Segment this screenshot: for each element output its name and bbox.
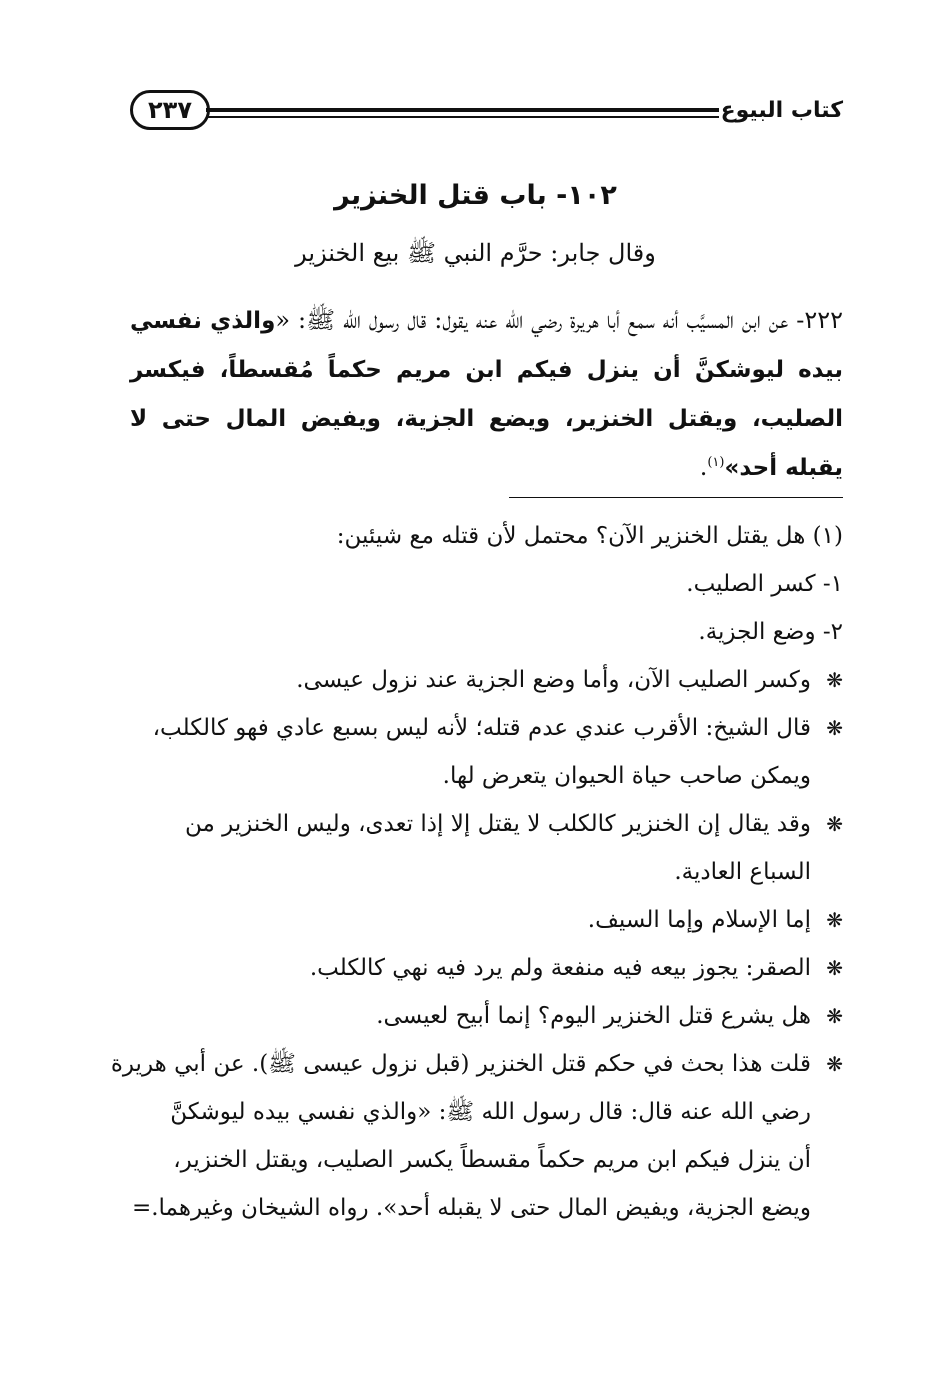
footnote-separator [509, 497, 843, 498]
header-rule [206, 108, 719, 118]
hadith-quote-close: » [724, 455, 740, 481]
note-line: قال الشيخ: الأقرب عندي عدم قتله؛ لأنه ليس بسبع عادي فهو كالكلب، [152, 715, 811, 741]
footnote-line: (١) هل يقتل الخنزير الآن؟ محتمل لأن قتله مع شيئين: [336, 523, 843, 549]
asterisk-icon: ❋ [826, 812, 843, 836]
running-header [130, 90, 843, 134]
footnotes [110, 512, 843, 1232]
footnote-note [130, 992, 843, 1040]
chapter-title: ١٠٢- باب قتل الخنزير [334, 180, 617, 211]
hadith-quote: والذي نفسي بيده ليوشكنَّ أن ينزل فيكم ابن مريم حكماً مُقسطاً، فيكسر الصليب، ويقتل الخنزير، ويضع الجزية، ويفيض المال حتى لا يقبله أحد [130, 308, 843, 481]
asterisk-icon: ❋ [826, 1004, 843, 1028]
note-line: ويمكن صاحب حياة الحيوان يتعرض لها. [442, 763, 811, 789]
asterisk-icon: ❋ [826, 716, 843, 740]
asterisk-icon: ❋ [826, 908, 843, 932]
chapter-intro: وقال جابر: حرَّم النبي ﷺ بيع الخنزير [295, 239, 656, 267]
asterisk-icon: ❋ [826, 668, 843, 692]
hadith-lead: ٢٢٢- عن ابن المسيَّب أنه سمع أبا هريرة رضي الله عنه يقول: قال رسول الله ﷺ: « [275, 306, 843, 334]
book-title: كتاب البيوع [720, 98, 843, 123]
note-line: وكسر الصليب الآن، وأما وضع الجزية عند نزول عيسى. [296, 667, 811, 693]
note-line: قلت هذا بحث في حكم قتل الخنزير (قبل نزول عيسى ﷺ). عن أبي هريرة [110, 1051, 811, 1077]
note-line: إما الإسلام وإما السيف. [587, 907, 811, 933]
note-line: رضي الله عنه قال: قال رسول الله ﷺ: «والذي نفسي بيده ليوشكنَّ [170, 1099, 811, 1125]
note-line: ويضع الجزية، ويفيض المال حتى لا يقبله أحد». رواه الشيخان وغيرهما.= [131, 1195, 811, 1221]
note-line: الصقر: يجوز بيعه فيه منفعة ولم يرد فيه نهي كالكلب. [309, 955, 811, 981]
footnote-marker[interactable]: (١) [707, 455, 725, 470]
note-line: السباع العادية. [674, 859, 811, 885]
footnote-note [110, 1040, 843, 1232]
footnote-note [130, 800, 843, 896]
note-line: أن ينزل فيكم ابن مريم حكماً مقسطاً يكسر الصليب، ويقتل الخنزير، [173, 1147, 811, 1173]
footnote-note [130, 656, 843, 704]
footnote-line: ١- كسر الصليب. [686, 571, 843, 597]
asterisk-icon: ❋ [826, 956, 843, 980]
asterisk-icon: ❋ [826, 1052, 843, 1076]
footnote-note [130, 944, 843, 992]
footnote-line: ٢- وضع الجزية. [698, 619, 843, 645]
note-line: وقد يقال إن الخنزير كالكلب لا يقتل إلا إذا تعدى، وليس الخنزير من [185, 811, 811, 837]
footnote-note [130, 704, 843, 800]
page-number: ٢٣٧ [130, 90, 210, 130]
note-line: هل يشرع قتل الخنزير اليوم؟ إنما أبيح لعيسى. [376, 1003, 811, 1029]
footnote-note [130, 896, 843, 944]
hadith-end: . [699, 453, 708, 481]
hadith-text [130, 296, 843, 492]
